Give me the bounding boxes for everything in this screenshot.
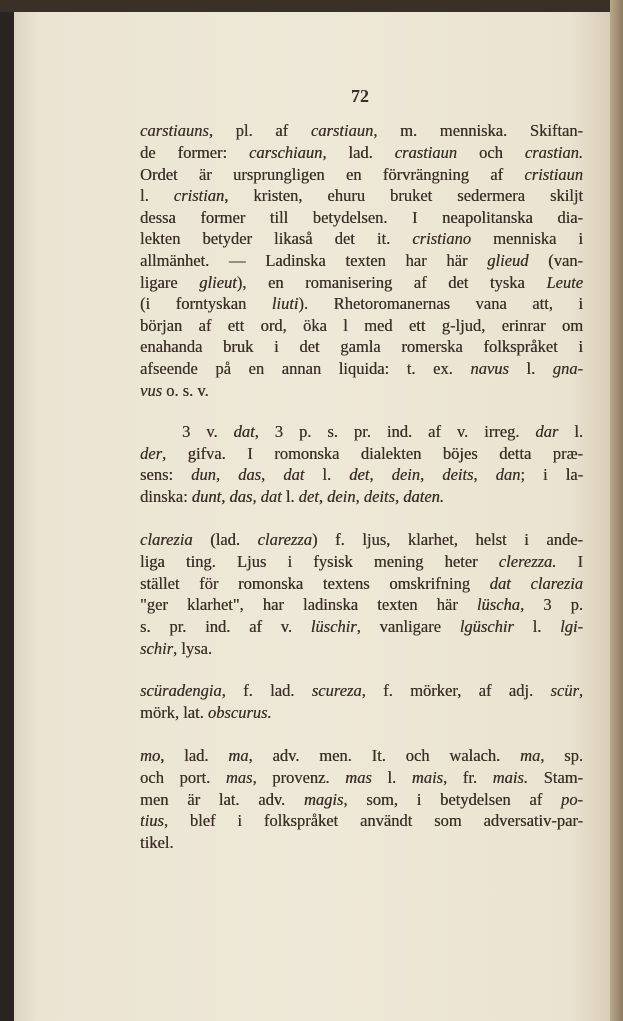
text-run: , xyxy=(394,487,404,506)
text-run: ligare xyxy=(140,273,200,292)
text-run: de former: xyxy=(140,143,249,162)
italic-term: scür xyxy=(550,681,579,700)
text-run: l. xyxy=(513,617,561,636)
italic-term: dein xyxy=(391,465,420,484)
italic-term: lüschir xyxy=(310,617,357,636)
italic-term: cristiano xyxy=(412,229,471,248)
italic-term: obscurus. xyxy=(207,703,272,722)
text-run: o. s. v. xyxy=(162,381,209,400)
text-run: dinska: xyxy=(140,487,192,506)
text-run: , lysa. xyxy=(173,639,212,658)
italic-term: schir xyxy=(140,639,173,658)
text-run: , xyxy=(215,465,239,484)
italic-term: carschiaun xyxy=(248,143,323,162)
italic-term: crastiaun xyxy=(394,143,457,162)
text-run: , pl. af xyxy=(208,121,311,140)
italic-term: deits xyxy=(442,465,474,484)
italic-term: dar xyxy=(535,422,559,441)
text-line xyxy=(140,551,583,573)
text-run: , 3 p. s. pr. ind. af v. irreg. xyxy=(254,422,536,441)
italic-term: carstiaun xyxy=(310,121,374,140)
text-run: , xyxy=(369,465,392,484)
text-run: , kristen, ehuru bruket sedermera skiljt xyxy=(224,186,583,205)
italic-term: Leute xyxy=(546,273,583,292)
text-run: l. xyxy=(281,487,299,506)
italic-term: das xyxy=(229,487,253,506)
italic-term: mo xyxy=(140,746,161,765)
text-line xyxy=(140,164,583,186)
text-line xyxy=(140,810,583,832)
text-run: Ordet är ursprungligen en förvrängning af xyxy=(140,165,525,184)
page-number: 72 xyxy=(351,86,369,106)
text-line xyxy=(140,380,583,402)
text-run: tikel. xyxy=(140,833,174,852)
italic-term: carstiauns xyxy=(140,121,209,140)
text-line xyxy=(140,315,583,337)
text-line xyxy=(140,464,583,486)
text-run: , xyxy=(260,465,284,484)
italic-term: det xyxy=(298,487,319,506)
text-run: allmänhet. — Ladinska texten har här xyxy=(140,251,488,270)
text-run: (van- xyxy=(528,251,583,270)
text-run: , f. lad. xyxy=(221,681,312,700)
text-line xyxy=(140,336,583,358)
text-run: (i forntyskan xyxy=(140,294,272,313)
italic-term: ma xyxy=(520,746,541,765)
italic-term: lüscha xyxy=(476,595,520,614)
text-line xyxy=(140,293,583,315)
text-line xyxy=(140,616,583,638)
text-line xyxy=(140,594,583,616)
text-run: , fr. xyxy=(442,768,493,787)
text-run: , xyxy=(221,487,230,506)
text-run: "ger klarhet", har ladinska texten här xyxy=(140,595,477,614)
text-run: , xyxy=(473,465,496,484)
text-run: liga ting. Ljus i fysisk mening heter xyxy=(140,552,499,571)
text-run: , provenz. xyxy=(252,768,346,787)
italic-term: daten. xyxy=(403,487,444,506)
text-run: ), en romanisering af det tyska xyxy=(236,273,547,292)
text-run: ; i la- xyxy=(520,465,584,484)
text-run: afseende på en annan liquida: t. ex. xyxy=(140,359,471,378)
text-run: enahanda bruk i det gamla romerska folkspråket i xyxy=(140,337,583,356)
text-run: I xyxy=(556,552,584,571)
italic-term: dat xyxy=(233,422,255,441)
italic-term: das xyxy=(238,465,261,484)
text-run: , xyxy=(578,681,583,700)
italic-term: cristian xyxy=(173,186,225,205)
italic-term: lgi- xyxy=(560,617,583,636)
italic-term: mas xyxy=(345,768,372,787)
text-run: men är lat. adv. xyxy=(140,790,304,809)
italic-term: ma xyxy=(228,746,249,765)
text-run: Stam- xyxy=(527,768,583,787)
text-run: l. xyxy=(304,465,350,484)
text-run: , xyxy=(355,487,364,506)
text-line xyxy=(140,789,583,811)
text-run: början af ett ord, öka l med ett g-ljud, erinrar om xyxy=(140,316,583,335)
text-run: , f. mörker, af adj. xyxy=(361,681,551,700)
text-run: , lad. xyxy=(322,143,395,162)
text-run: l. xyxy=(508,359,553,378)
text-run: l. xyxy=(371,768,412,787)
text-run: och port. xyxy=(140,768,226,787)
italic-term: clarezza xyxy=(257,530,312,549)
italic-term: magis xyxy=(303,790,344,809)
italic-term: navus xyxy=(470,359,509,378)
text-run: (lad. xyxy=(192,530,258,549)
italic-term: deits xyxy=(363,487,395,506)
italic-term: glieut xyxy=(199,273,237,292)
italic-term: dan xyxy=(495,465,521,484)
text-run: l. xyxy=(558,422,583,441)
italic-term: po- xyxy=(561,790,583,809)
text-line xyxy=(140,421,583,443)
italic-term: dein xyxy=(327,487,356,506)
text-run: och xyxy=(457,143,525,162)
italic-term: crastian. xyxy=(524,143,583,162)
text-line xyxy=(140,832,583,854)
italic-term: clarezia xyxy=(140,530,193,549)
text-line xyxy=(140,638,583,660)
italic-term: liuti xyxy=(271,294,299,313)
text-run: s. pr. ind. af v. xyxy=(140,617,311,636)
page-edge xyxy=(610,0,623,1021)
text-line xyxy=(140,228,583,250)
text-run: , sp. xyxy=(540,746,583,765)
italic-term: dunt xyxy=(191,487,222,506)
italic-term: vus xyxy=(140,381,162,400)
text-line xyxy=(140,185,583,207)
text-run: , vanligare xyxy=(356,617,460,636)
text-run: , m. menniska. Skiftan- xyxy=(373,121,583,140)
italic-term: mais. xyxy=(492,768,528,787)
text-line xyxy=(140,767,583,789)
italic-term: scüradengia xyxy=(140,681,222,700)
italic-term: det xyxy=(349,465,370,484)
text-run: stället för romonska textens omskrifning xyxy=(140,574,490,593)
text-line xyxy=(140,702,583,724)
text-line xyxy=(140,358,583,380)
text-line xyxy=(140,443,583,465)
italic-term: gna- xyxy=(552,359,583,378)
text-run: , xyxy=(419,465,443,484)
text-line xyxy=(140,573,583,595)
italic-term: scureza xyxy=(311,681,362,700)
italic-term: der xyxy=(140,444,162,463)
text-run: , blef i folkspråket användt som adversativ-par- xyxy=(163,811,583,830)
text-run: , gifva. I romonska dialekten böjes detta præ- xyxy=(162,444,583,463)
text-run: , som, i betydelsen af xyxy=(343,790,561,809)
text-run: lekten betyder likaså det it. xyxy=(140,229,413,248)
text-line xyxy=(140,120,583,142)
text-run: mörk, lat. xyxy=(140,703,208,722)
text-run: 3 v. xyxy=(182,422,234,441)
italic-term: glieud xyxy=(487,251,529,270)
text-run: menniska i xyxy=(470,229,583,248)
italic-term: clerezza. xyxy=(498,552,557,571)
text-run: , xyxy=(318,487,328,506)
italic-term: dat xyxy=(283,465,305,484)
text-run: sens: xyxy=(140,465,192,484)
text-line xyxy=(140,486,583,508)
italic-term: dat clarezia xyxy=(489,574,583,593)
scan-top-edge xyxy=(0,0,623,12)
text-run: ) f. ljus, klarhet, helst i ande- xyxy=(311,530,583,549)
text-line xyxy=(140,680,583,702)
text-line xyxy=(140,207,583,229)
italic-term: mais xyxy=(411,768,443,787)
italic-term: dat xyxy=(260,487,282,506)
text-line xyxy=(140,529,583,551)
text-run: dessa former till betydelsen. I neapolitanska dia- xyxy=(140,208,583,227)
text-run: , 3 p. xyxy=(519,595,583,614)
italic-term: mas xyxy=(225,768,253,787)
text-line xyxy=(140,272,583,294)
text-run: , adv. men. It. och walach. xyxy=(248,746,521,765)
text-line xyxy=(140,250,583,272)
text-line xyxy=(140,745,583,767)
text-run: ). Rhetoromanernas vana att, i xyxy=(298,294,583,313)
text-run: , xyxy=(252,487,261,506)
italic-term: cristiaun xyxy=(524,165,583,184)
italic-term: tius xyxy=(140,811,164,830)
italic-term: lgüschir xyxy=(459,617,514,636)
italic-term: dun xyxy=(191,465,216,484)
text-run: l. xyxy=(140,186,174,205)
text-run: , lad. xyxy=(160,746,229,765)
text-line xyxy=(140,142,583,164)
